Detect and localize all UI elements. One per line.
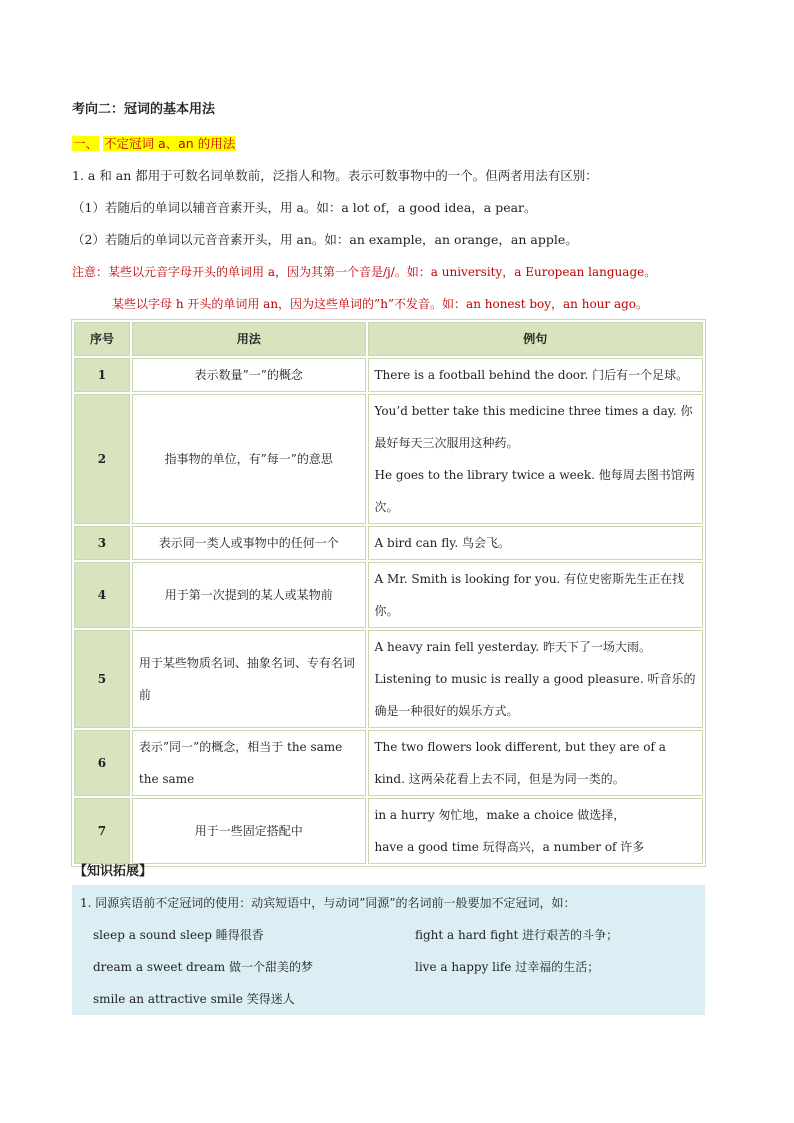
row-number: 7 <box>74 798 130 864</box>
row-number: 5 <box>74 630 130 728</box>
section-heading: 考向二：冠词的基本用法 <box>72 102 216 117</box>
row-example <box>368 526 703 560</box>
subheading <box>72 134 236 154</box>
row-number: 6 <box>74 730 130 796</box>
example-sentence: have a good time 玩得高兴，a number of 许多 <box>374 840 645 854</box>
subheading-prefix: 一、 <box>73 136 99 151</box>
row-usage: 用于一些固定搭配中 <box>132 798 366 864</box>
table-row <box>74 394 703 524</box>
row-number: 4 <box>74 562 130 628</box>
row-usage: 用于第一次提到的某人或某物前 <box>132 562 366 628</box>
example-sentence: in a hurry 匆忙地，make a choice 做选择， <box>374 808 626 822</box>
example-sentence: A Mr. Smith is looking for you. 有位史密斯先生正在找你。 <box>374 572 685 618</box>
example-sentence: You’d better take this medicine three times a day. 你最好每天三次服用这种药。 <box>374 404 693 450</box>
header-example: 例句 <box>368 322 703 356</box>
row-number: 1 <box>74 358 130 392</box>
note-line-1: 注意：某些以元音字母开头的单词用 a，因为其第一个音是/j/。如：a university，a European language。 <box>72 265 657 279</box>
knowledge-intro: 1. 同源宾语前不定冠词的使用：动宾短语中，与动词”同源”的名词前一般要加不定冠词，如： <box>80 896 576 910</box>
knowledge-item: dream a sweet dream 做一个甜美的梦 <box>93 960 313 974</box>
row-usage: 指事物的单位，有”每一”的意思 <box>132 394 366 524</box>
row-usage: 表示数量”一”的概念 <box>132 358 366 392</box>
knowledge-box <box>72 885 705 1015</box>
paragraph-consonant: （1）若随后的单词以辅音音素开头，用 a。如：a lot of，a good idea，a pear。 <box>72 200 537 215</box>
row-example <box>368 630 703 728</box>
note-line-2: 某些以字母 h 开头的单词用 an，因为这些单词的”h”不发音。如：an honest boy，an hour ago。 <box>112 297 649 311</box>
row-example <box>368 798 703 864</box>
header-usage: 用法 <box>132 322 366 356</box>
row-usage: 表示”同一”的概念，相当于 the same the same <box>132 730 366 796</box>
knowledge-item: smile an attractive smile 笑得迷人 <box>93 992 295 1006</box>
knowledge-item: sleep a sound sleep 睡得很香 <box>93 928 264 942</box>
usage-table <box>72 320 705 866</box>
example-sentence: A heavy rain fell yesterday. 昨天下了一场大雨。 <box>374 640 652 654</box>
knowledge-item: fight a hard fight 进行艰苦的斗争； <box>415 928 619 942</box>
table-row <box>74 358 703 392</box>
row-example <box>368 358 703 392</box>
table-header-row <box>74 322 703 356</box>
table-row <box>74 526 703 560</box>
example-sentence: A bird can fly. 鸟会飞。 <box>374 536 511 550</box>
row-example <box>368 562 703 628</box>
example-sentence: There is a football behind the door. 门后有一个足球。 <box>374 368 689 382</box>
row-usage: 用于某些物质名词、抽象名词、专有名词前 <box>132 630 366 728</box>
example-sentence: Listening to music is really a good pleasure. 听音乐的确是一种很好的娱乐方式。 <box>374 672 696 718</box>
row-usage: 表示同一类人或事物中的任何一个 <box>132 526 366 560</box>
example-sentence: The two flowers look different, but they are of a kind. 这两朵花看上去不同，但是为同一类的。 <box>374 740 666 786</box>
example-sentence: He goes to the library twice a week. 他每周去图书馆两次。 <box>374 468 695 514</box>
table-row <box>74 730 703 796</box>
row-number: 3 <box>74 526 130 560</box>
paragraph-rule: 1. a 和 an 都用于可数名词单数前，泛指人和物。表示可数事物中的一个。但两者用法有区别： <box>72 168 598 183</box>
paragraph-vowel: （2）若随后的单词以元音音素开头，用 an。如：an example，an orange，an apple。 <box>72 232 578 247</box>
knowledge-title: 【知识拓展】 <box>74 864 153 879</box>
header-number: 序号 <box>74 322 130 356</box>
subheading-text: 不定冠词 a、an 的用法 <box>104 136 236 151</box>
table-row <box>74 798 703 864</box>
knowledge-item: live a happy life 过幸福的生活； <box>415 960 600 974</box>
row-example <box>368 394 703 524</box>
row-number: 2 <box>74 394 130 524</box>
row-example <box>368 730 703 796</box>
table-row <box>74 562 703 628</box>
table-row <box>74 630 703 728</box>
